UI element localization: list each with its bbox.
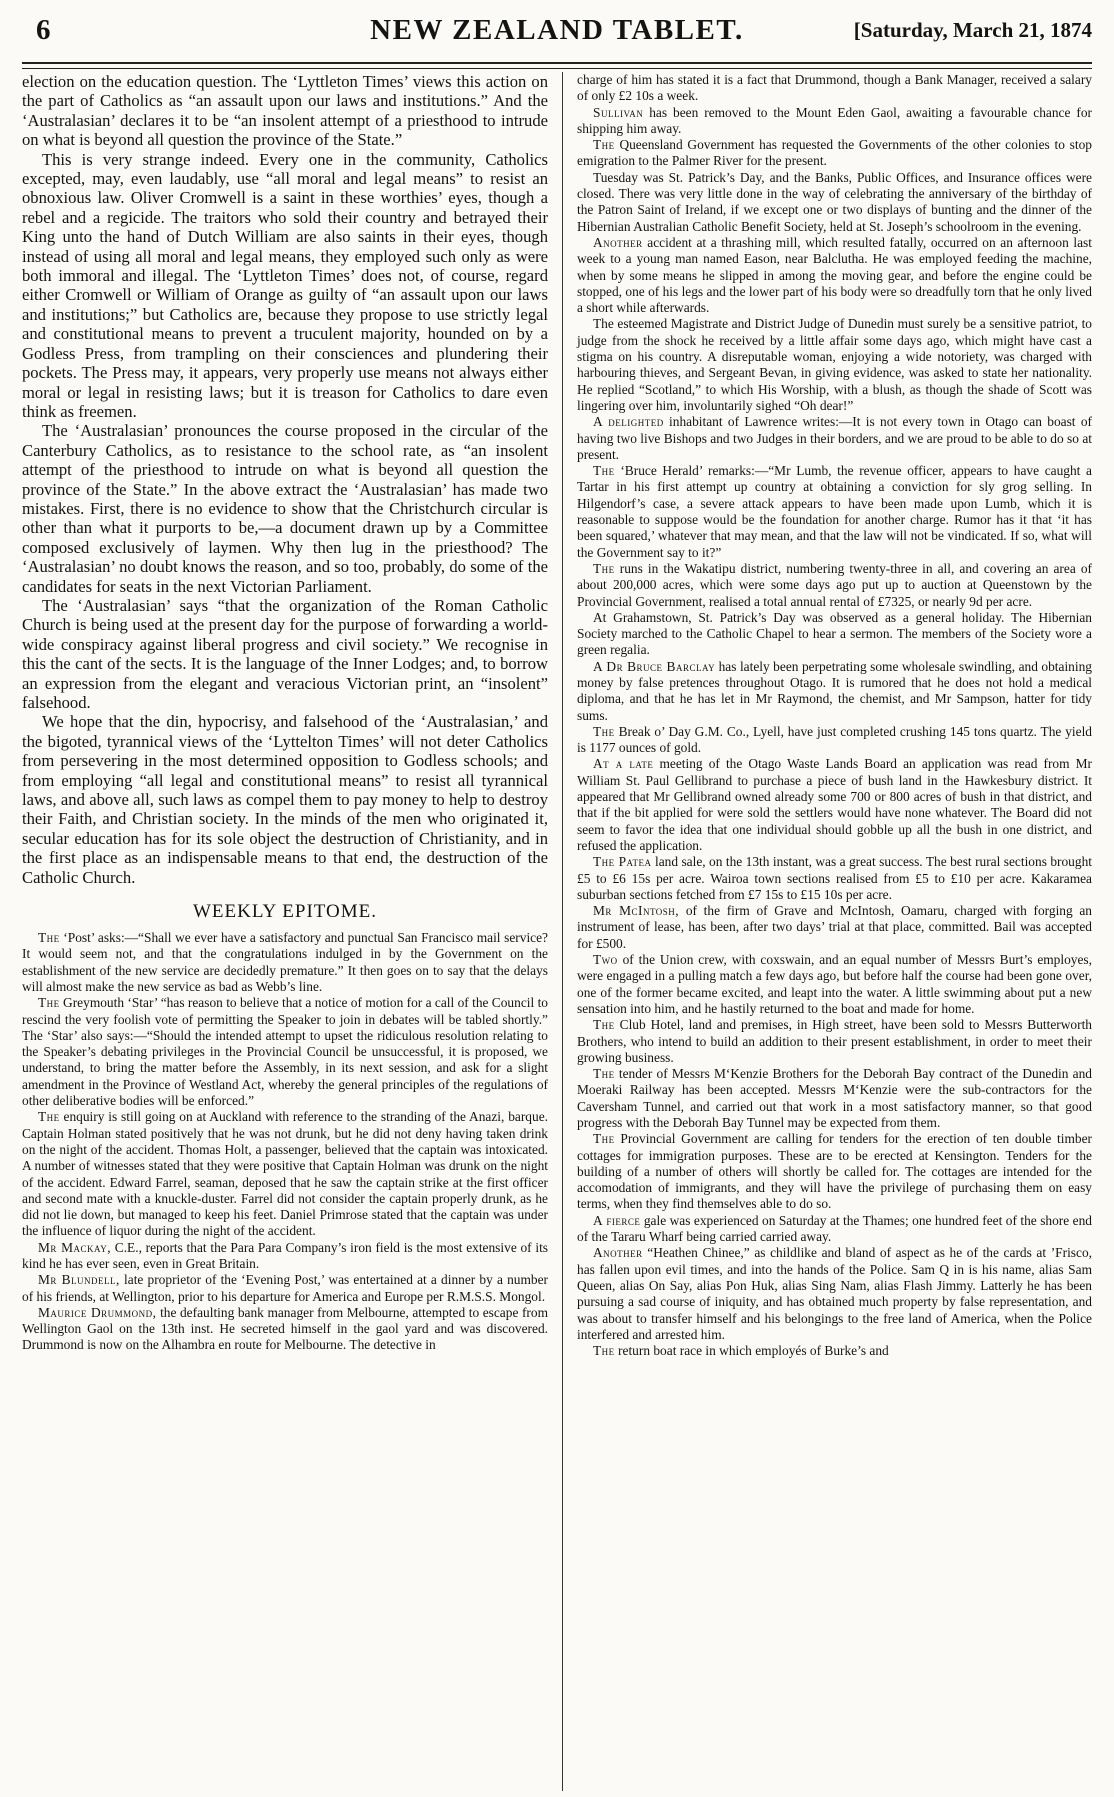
news-item (22, 930, 548, 995)
item-text: Greymouth ‘Star’ “has reason to believe that a notice of motion for a call of the Council to rescind the very foolish vote of permitting the Speaker to join in debates will be tabled shortly.” The ‘Star’ also says:—“Should the intended attempt to upset the ridiculous resolution relating to the Speaker’s debating privileges in the Provincial Council be unsuccessful, it is proposed, we understand, to bring the matter before the Assembly, in its next session, and ask for a slight amendment in the Province of Westland Act, whereby the general principles of the regulations of other deliberative bodies will be enforced.” (22, 995, 548, 1109)
masthead-rule (22, 62, 1092, 69)
news-item (577, 235, 1092, 316)
item-text: “Heathen Chinee,” as childlike and bland of aspect as he of the cards at ’Frisco, has fallen upon evil times, and into the hands of the Police. Sam Q in is his name, alias Sam Queen, alias On Say, alias Pon Huk, alias Sing Nam, alias Flash Jimmy. Latterly he has been pursuing a sad course of iniquity, and has obtained much property by false representation, and was about to transfer himself and his belongings to the free land of America, when the Police interfered and arrested him. (577, 1245, 1092, 1342)
item-text: accident at a thrashing mill, which resulted fatally, occurred on an afternoon last week to a young man named Eason, near Balclutha. He was employed feeding the machine, when by some means he slipped in among the moving gear, and before the engine could be stopped, one of his legs and the lower part of his body were so dreadfully torn that he only lived a short while afterwards. (577, 234, 1092, 316)
news-item (22, 995, 548, 1109)
news-item (577, 610, 1092, 659)
item-lead: The (593, 1343, 615, 1359)
item-text: late proprietor of the ‘Evening Post,’ was entertained at a dinner by a number of his friends, at Wellington, prior to his departure for America and Europe per R.M.S.S. Mongol. (22, 1272, 548, 1304)
news-item (577, 72, 1092, 105)
news-item (577, 316, 1092, 414)
item-text: At Grahamstown, St. Patrick’s Day was observed as a general holiday. The Hibernian Society marched to the Catholic Chapel to hear a sermon. The members of the Society wore a green regalia. (577, 609, 1092, 658)
item-lead: Mr McIntosh, (593, 903, 680, 919)
item-lead: The (593, 137, 615, 153)
news-item (577, 170, 1092, 235)
item-text: of the firm of Grave and McIntosh, Oamaru, charged with forging an instrument of lease, has been, after two days’ trial at that place, committed. Bail was accepted for £500. (577, 903, 1092, 951)
item-text: The esteemed Magistrate and District Judge of Dunedin must surely be a sensitive patriot, to judge from the shock he received by a little affair some days ago, which might have cast a stigma on his country. A disreputable woman, enjoying a wide notoriety, was charged with harbouring thieves, and Sergeant Bevan, in giving evidence, was asked to state her nationality. He replied “Scotland,” to which His Worship, with a blush, as though the shade of Scott was lingering over him, involuntarily sighed “Oh dear!” (577, 316, 1092, 413)
news-item (577, 414, 1092, 463)
item-text: enquiry is still going on at Auckland with reference to the stranding of the Anazi, barque. Captain Holman stated positively that he was not drunk, but he did not deny having taken drink on the night of the accident. Thomas Holt, a passenger, believed that the captain was intoxicated. A number of witnesses stated that they were positive that Captain Holman was drunk on the night of the accident. Edward Farrel, seaman, deposed that he saw the captain strike at the first officer and second mate with a knuckle-duster. Farrel did not consider the captain properly drunk, as he did not lie down, but managed to keep his feet. Daniel Primrose stated that the captain was under the influence of liquor during the night of the accident. (22, 1109, 548, 1239)
item-lead: At a late (593, 756, 654, 772)
item-text: land sale, on the 13th instant, was a great success. The best rural sections brought £5 to £6 15s per acre. Wairoa town sections realised from £5 to £10 per acre. Kakaramea suburban sections fetched from £7 15s to £15 10s per acre. (577, 854, 1092, 902)
item-text: of the Union crew, with coxswain, and an equal number of Messrs Burt’s employes, were engaged in a pulling match a few days ago, but before half the course had been gone over, one of the former became excited, and leapt into the water. A little swimming about put a new sensation into him, and he hastily returned to the boat and made for home. (577, 952, 1092, 1016)
masthead (22, 0, 1092, 64)
item-lead: Maurice Drummond, (38, 1304, 157, 1320)
editorial-paragraph: This is very strange indeed. Every one in the community, Catholics excepted, may, even laudably, use “all moral and legal means” to resist an obnoxious law. Oliver Cromwell is a saint in these worthies’ eyes, though a rebel and a regicide. The traitors who sold their country and betrayed their King unto the hand of Dutch William are also saints in their eyes, though instead of using all moral and legal means, they employed such only as were both immoral and illegal. The ‘Lyttleton Times’ does not, of course, regard either Cromwell or William of Orange as guilty of “an assault upon our laws and institutions;” but Catholics are, because they propose to use strictly legal and constitutional means to prevent a truculent majority, hounded on by a Godless Press, from trampling on their consciences and plundering their pockets. The Press may, it appears, very properly use means not always either moral or legal in resisting laws; but it is treason for Catholics to dare even think as freemen. (22, 149, 548, 421)
item-lead: The (593, 1066, 615, 1082)
item-lead: The (38, 930, 60, 946)
item-lead: Two (593, 952, 618, 968)
item-lead: Sullivan (593, 104, 644, 120)
item-text: Club Hotel, land and premises, in High street, have been sold to Messrs Butterworth Brothers, who intend to build an addition to their present establishment, in order to meet their growing business. (577, 1017, 1092, 1065)
editorial-paragraph: We hope that the din, hypocrisy, and falsehood of the ‘Australasian,’ and the bigoted, tyrannical views of the ‘Lyttelton Times’ will not deter Catholics from persevering in the most determined opposition to Godless schools; and from employing “all legal and constitutional means” to resist all tyrannical laws, and above all, such laws as compel them to pay money to help to destroy their Faith, and Christian society. In the minds of the men who originated it, secular education has for its sole object the destruction of Christianity, and in the first place as an indispensable means to that end, the destruction of the Catholic Church. (22, 712, 548, 887)
item-text: Provincial Government are calling for tenders for the erection of ten double timber cottages for immigration purposes. These are to be erected at Kensington. Tenders for the building of a number of others will shortly be called for. The cottages are intended for the accomodation of immigrants, and they will have the privilege of purchasing them on easy terms, when they find themselves able to do so. (577, 1131, 1092, 1212)
news-item (22, 1272, 548, 1305)
item-lead: The Patea (593, 854, 652, 870)
news-item (577, 854, 1092, 903)
news-item (577, 105, 1092, 138)
left-column (22, 72, 562, 1791)
item-text: Queensland Government has requested the Governments of the other colonies to stop emigration to the Palmer River for the present. (577, 137, 1092, 169)
item-lead: Mr Blundell, (38, 1272, 120, 1288)
item-text: runs in the Wakatipu district, numbering twenty-three in all, and covering an area of about 200,000 acres, which were some days ago put up to auction at Queenstown by the Provincial Government, realised a total annual rental of £7325, or nearly 9d per acre. (577, 560, 1092, 609)
item-text: inhabitant of Lawrence writes:—It is not every town in Otago can boast of having two live Bishops and two Judges in their borders, and we are proud to be able to do so at present. (577, 414, 1092, 462)
item-text: has lately been perpetrating some wholesale swindling, and obtaining money by false pretences throughout Otago. It is rumored that he does not hold a medical diploma, and that he has let in Mr Raymond, the chemist, and Mr Sampson, hatter for tidy sums. (577, 658, 1092, 723)
item-text: ‘Post’ asks:—“Shall we ever have a satisfactory and punctual San Francisco mail service? It would seem not, and that the congratulations indulged in by the Government on the establishment of the new service are decidedly premature.” It then goes on to say that the delays will almost make the new service as bad as Webb’s line. (22, 930, 548, 994)
news-item (577, 1213, 1092, 1246)
news-item (577, 1066, 1092, 1131)
item-text: tender of Messrs M‘Kenzie Brothers for the Deborah Bay contract of the Dunedin and Moeraki Railway has been accepted. Messrs M‘Kenzie were the sub-contractors for the Caversham Tunnel, and carried out that work in a most satisfactory manner, so that good progress with the Deborah Bay Tunnel may be expected from them. (577, 1066, 1092, 1130)
news-items (577, 72, 1092, 1359)
news-item (577, 1343, 1092, 1359)
item-lead: Another (593, 234, 643, 250)
news-item (577, 137, 1092, 170)
right-column (563, 72, 1092, 1791)
newspaper-title: NEW ZEALAND TABLET. (370, 14, 744, 46)
issue-date: [Saturday, March 21, 1874 (853, 18, 1092, 42)
item-text: Break o’ Day G.M. Co., Lyell, have just completed crushing 145 tons quartz. The yield is 1177 ounces of gold. (577, 723, 1092, 756)
editorial (22, 72, 548, 887)
news-item (577, 1245, 1092, 1343)
news-item (577, 561, 1092, 610)
weekly-epitome (22, 930, 548, 1354)
item-text: gale was experienced on Saturday at the Thames; one hundred feet of the shore end of the Tararu Wharf being carried carried away. (577, 1212, 1092, 1245)
news-item (577, 463, 1092, 561)
news-item (577, 1131, 1092, 1212)
editorial-paragraph: election on the education question. The ‘Lyttleton Times’ views this action on the part of Catholics as “an assault upon our laws and institutions.” And the ‘Australasian’ declares it to be “an insolent attempt of a priesthood to intrude on what is beyond all question the province of the State.” (22, 72, 548, 150)
item-lead: A fierce (593, 1212, 641, 1228)
item-lead: A delighted (593, 414, 664, 430)
item-text: has been removed to the Mount Eden Gaol, awaiting a favourable chance for shipping him away. (577, 104, 1092, 136)
news-item (577, 724, 1092, 757)
item-lead: The (38, 1109, 60, 1125)
item-lead: Another (593, 1245, 643, 1261)
item-text: Tuesday was St. Patrick’s Day, and the Banks, Public Offices, and Insurance offices were closed. There was very little done in the way of celebrating the anniversary of the birthday of the Patron Saint of Ireland, if we except one or two displays of bunting and the dinner of the Hibernian Australian Catholic Benefit Society, held at St. Joseph’s schoolroom in the evening. (577, 169, 1092, 234)
section-heading: WEEKLY EPITOME. (192, 901, 378, 923)
news-item (22, 1240, 548, 1273)
item-text: C.E., reports that the Para Para Company’s iron field is the most extensive of its kind he has ever seen, even in Great Britain. (22, 1239, 548, 1271)
item-lead: The (593, 1017, 615, 1033)
item-text: return boat race in which employés of Burke’s and (614, 1343, 889, 1359)
editorial-paragraph: The ‘Australasian’ pronounces the course proposed in the circular of the Canterbury Catholics, as to resistance to the school rate, as “an insolent attempt of the priesthood to intrude on what is beyond all question the province of the State.” In the above extract the ‘Australasian’ has made two mistakes. First, there is no evidence to show that the Christchurch circular is other than what it purports to be,—a document drawn up by a Committee composed exclusively of laymen. Why then lug in the priesthood? The ‘Australasian’ no doubt knows the reason, and so too, probably, do some of the candidates for seats in the next Victorian Parliament. (22, 421, 548, 596)
news-item (577, 659, 1092, 724)
item-lead: The (593, 723, 615, 739)
news-item (577, 756, 1092, 854)
editorial-paragraph: The ‘Australasian’ says “that the organization of the Roman Catholic Church is being used at the present day for the purpose of forwarding a world-wide conspiracy against liberal progress and civil society.” We recognise in this the cant of the sects. It is the language of the Inner Lodges; and, to borrow an expression from the elegant and veracious Victorian print, an “insolent” falsehood. (22, 595, 548, 712)
item-text: charge of him has stated it is a fact that Drummond, though a Bank Manager, received a salary of only £2 10s a week. (577, 72, 1092, 104)
item-lead: The (593, 1131, 615, 1147)
news-item (577, 903, 1092, 952)
item-lead: A Dr Bruce Barclay (593, 658, 716, 674)
columns (22, 72, 1092, 1791)
item-lead: The (38, 995, 60, 1011)
news-item (577, 1017, 1092, 1066)
item-lead: The (593, 463, 615, 479)
item-lead: The (593, 560, 615, 576)
item-lead: Mr Mackay, (38, 1239, 112, 1255)
item-text: ‘Bruce Herald’ remarks:—“Mr Lumb, the revenue officer, appears to have caught a Tartar in his first attempt up country at obtaining a conviction for sly grog selling. In Hilgendorf’s case, a severe attack appears to have been made upon Lumb, which it is reasonable to suppose would be the foundation for another charge. Rumor has it that ‘it has been squared,’ whatever that may mean, and that the law will not be vindicated. If so, what will the Government say to it?” (577, 463, 1092, 560)
page-number: 6 (36, 14, 51, 46)
news-item (22, 1109, 548, 1239)
news-item (577, 952, 1092, 1017)
news-item (22, 1305, 548, 1354)
item-text: meeting of the Otago Waste Lands Board an application was read from Mr William St. Paul Gellibrand to purchase a piece of bush land in the Hawkesbury district. It appeared that Mr Gellibrand owned already some 700 or 800 acres of bush in that district, and that if the bit applied for were sold the settlers would have none whatever. The Board did not seem to favor the idea that one individual should gobble up all the bush in one district, and refused the application. (577, 756, 1092, 853)
item-text: the defaulting bank manager from Melbourne, attempted to escape from Wellington Gaol on the 13th inst. He secreted himself in the gaol yard and was discovered. Drummond is now on the Alhambra en route for Melbourne. The detective in (22, 1304, 548, 1353)
